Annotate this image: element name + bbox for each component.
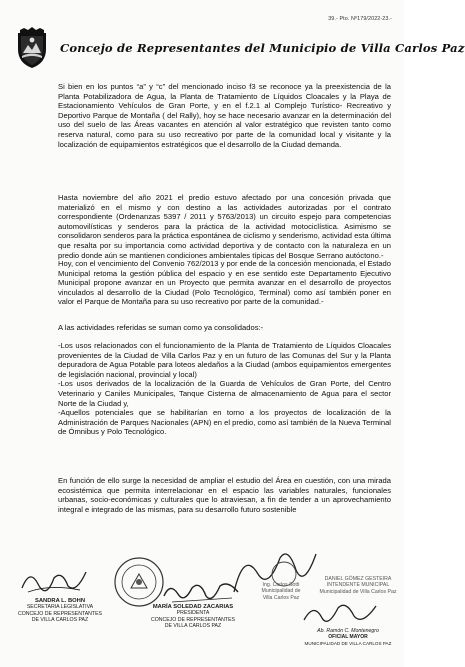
- signatory-name: DANIEL GÓMEZ GESTEIRA: [324, 576, 392, 582]
- signatory-org: CONCEJO DE REPRESENTANTES: [17, 610, 103, 617]
- uses-list-item: -Los usos relacionados con el funcionamiento de la Planta de Tratamiento de Líquidos Cloacales provenientes de la Ciudad de Villa Carlos Paz y en un futuro de las Comunas del Sur y la Planta depuradora de Agua Potable para loteos aledaños a la Ciudad (ambos equipamientos emergentes de legislación nacional, provincial y local): [58, 341, 391, 379]
- signatory-org: Municipalidad de Villa Carlos Paz: [319, 588, 397, 595]
- council-seal-stamp: [113, 556, 165, 608]
- paragraph-3: [58, 259, 391, 307]
- paragraph-4-text: A las actividades referidas se suman como ya consolidados:-: [58, 323, 264, 332]
- paragraph-6: [58, 476, 391, 514]
- file-reference: 39.- Pto. Nº179/2022-23.-: [328, 16, 392, 22]
- paragraph-2-text: Hasta noviembre del año 2021 el predio estuvo afectado por una concesión privada que materializó en el mismo y con destino a las actividades autorizadas por el contrato correspondiente (Ordenanzas 5397 / 2011 y 5763/2013) un circuito espejo para competencias automovilísticas y senderos para la práctica de la actividad motociclística. Asimismo se consolidaron senderos para la práctica espontánea de ciclismo y senderismo, actividad esta última que resalta por su importancia como actividad deportiva y de contacto con la naturaleza en un predio donde aún se mantienen condiciones ambientales típicas del Bosque Serrano autóctono.-: [58, 193, 391, 260]
- signatory-org: DE VILLA CARLOS PAZ: [164, 623, 222, 630]
- signatory-role: SECRETARIA LEGISLATIVA: [26, 604, 94, 611]
- signatory-name: SANDRA L. BOHN: [34, 598, 86, 604]
- signatory-org: Villa Carlos Paz: [262, 594, 300, 601]
- paragraph-2: [58, 193, 391, 260]
- signature-block-official: [300, 628, 396, 647]
- municipal-crest-icon: [15, 27, 49, 69]
- signatory-name: MARÍA SOLEDAD ZACARIAS: [152, 604, 234, 610]
- signatory-org: CONCEJO DE REPRESENTANTES: [150, 616, 236, 623]
- paragraph-6-text: En función de ello surge la necesidad de ampliar el estudio del Área en cuestión, con una mirada ecosistémica que permita interrelacionar en el espacio las variables naturales, funcionales urbanas, socio-económicas y culturales que lo atraviesan, a fin de tender a un aprovechamiento integral e integrado de las mismas, para su desarrollo futuro sostenible: [58, 476, 391, 514]
- signatory-role: OFICIAL MAYOR: [328, 634, 368, 641]
- signatory-role: INTENDENTE MUNICIPAL: [326, 582, 390, 589]
- uses-list: [58, 341, 391, 437]
- signature-block-secretary: [14, 598, 106, 624]
- paragraph-4: [58, 323, 391, 333]
- council-letterhead: Concejo de Representantes del Municipio de Villa Carlos Paz: [60, 41, 465, 55]
- signature-scribble-icon: [20, 566, 90, 596]
- signatory-name: Ab. Ramón C. Montenegro: [317, 628, 379, 634]
- signatory-org: MUNICIPALIDAD DE VILLA CARLOS PAZ: [304, 640, 392, 646]
- paragraph-3-text: Hoy, con el vencimiento del Convenio 762/2013 y por ende de la concesión mencionada, el Estado Municipal retoma la gestión pública del espacio y en ese sentido este Departamento Ejecutivo Municipal propone avanzar en un Proyecto que permita avanzar en el desarrollo de proyectos vinculados al desarrollo de la Ciudad (Polo Tecnológico, Terminal) como así también poner en valor el Parque de Montaña para su uso recreativo por parte de la comunidad.-: [58, 259, 391, 307]
- paragraph-1-text: Si bien en los puntos “a” y “c” del mencionado inciso f3 se reconoce ya la preexistencia de la Planta Potabilizadora de Agua, la Planta de Tratamiento de Líquidos Cloacales y la Playa de Estacionamiento Vehículos de Gran Porte, y en el f.2.1 al Complejo Turístico- Recreativo y Deportivo Parque de Montaña ( del Rally), hoy se hace necesario avanzar en la determinación del uso del suelo de las Áreas vacantes en atención al valor estratégico que revisten tanto como reserva natural, como para su uso recreativo por parte de la comunidad local y visitante y la localización de equipamientos estratégicos que el desarrollo de la Ciudad demanda.: [58, 82, 391, 149]
- uses-list-item: -Aquellos potenciales que se habilitarían en torno a los proyectos de localización de la Administración de Parques Nacionales (APN) en el predio, como así también de la Nueva Terminal de Ómnibus y Polo Tecnológico.: [58, 408, 391, 437]
- signatory-role: PRESIDENTA: [176, 610, 210, 617]
- signature-block-engineer: [246, 582, 316, 601]
- signature-scribble-icon: [300, 600, 380, 628]
- signatory-name: Ing. Carlos Sotti: [262, 582, 300, 588]
- uses-list-item: -Los usos derivados de la localización de la Guarda de Vehículos de Gran Porte, del Centro Veterinario y Caniles Municipales, Tanque Cisterna de almacenamiento de Agua para el sector Norte de la Ciudad y,: [58, 379, 391, 408]
- signature-block-mayor: [316, 576, 400, 595]
- signatory-org: Municipalidad de: [261, 588, 301, 595]
- paragraph-1: [58, 82, 391, 149]
- signature-block-president: [140, 604, 246, 630]
- signatory-org: DE VILLA CARLOS PAZ: [31, 617, 89, 624]
